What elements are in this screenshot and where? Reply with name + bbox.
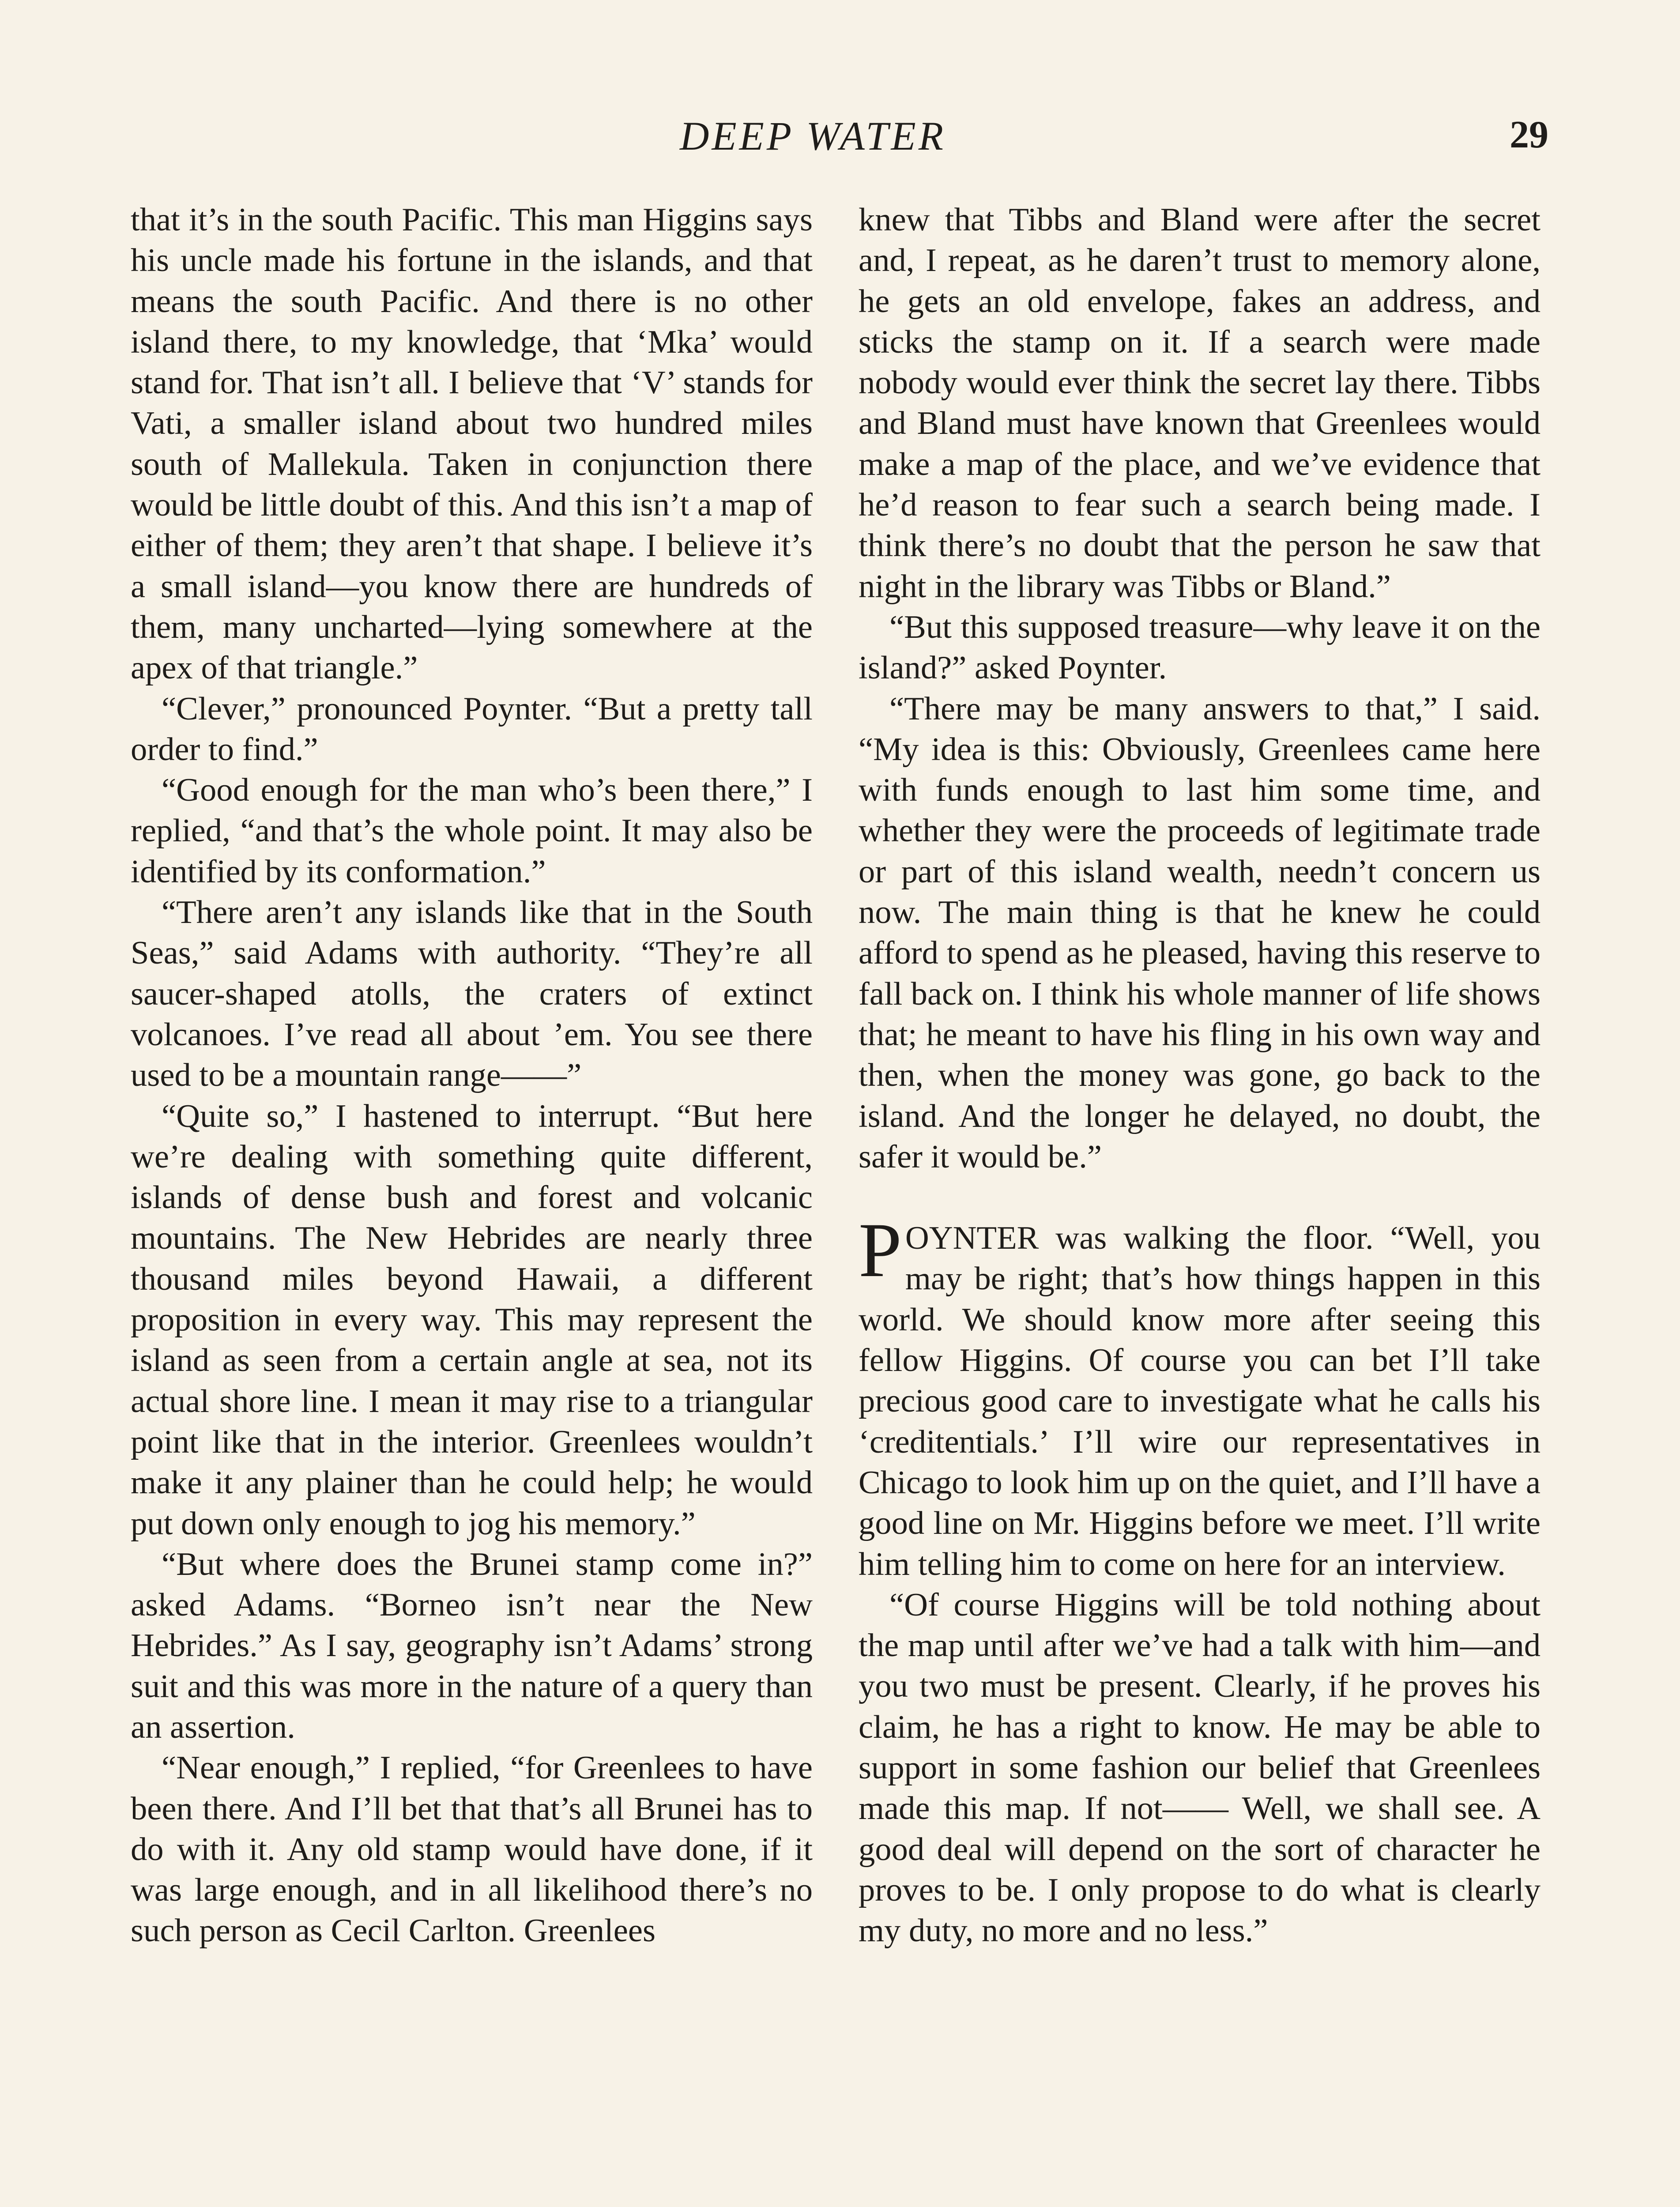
paragraph: “Of course Higgins will be told nothing about the map until after we’ve had a talk with him—and you two must be present. Clearly, if he proves his claim, he has a right to know. He may be able to support in some fashion our belief that Greenlees made this map. If not—— Well, we shall see. A good deal will depend on the sort of character he proves to be. I only propose to do what is clearly my duty, no more and no less.” bbox=[859, 1586, 1541, 1949]
running-title: DEEP WATER bbox=[680, 113, 946, 158]
page-header bbox=[0, 113, 1680, 170]
left-text-column bbox=[131, 200, 813, 1951]
paragraph: “Good enough for the man who’s been there,” I replied, “and that’s the whole point. It may also be identified by its conformation.” bbox=[131, 772, 813, 890]
paragraph: “Quite so,” I hastened to interrupt. “But here we’re dealing with something quite different, islands of dense bush and forest and volcanic mountains. The New Hebrides are nearly three thousand miles beyond Hawaii, a different proposition in every way. This may represent the island as seen from a certain angle at sea, not its actual shore line. I mean it may rise to a triangular point like that in the interior. Greenlees wouldn’t make it any plainer than he could help; he would put down only enough to jog his memory.” bbox=[131, 1098, 813, 1542]
page-number: 29 bbox=[1510, 113, 1548, 156]
paragraph: knew that Tibbs and Bland were after the secret and, I repeat, as he daren’t trust to memory alone, he gets an old envelope, fakes an address, and sticks the stamp on it. If a search were made nobody would ever think the secret lay there. Tibbs and Bland must have known that Greenlees would make a map of the place, and we’ve evidence that he’d reason to fear such a search being made. I think there’s no doubt that the person he saw that night in the library was Tibbs or Bland.” bbox=[859, 202, 1541, 605]
right-text-column bbox=[859, 200, 1541, 1951]
paragraph: “But where does the Brunei stamp come in?” asked Adams. “Borneo isn’t near the New Hebrides.” As I say, geography isn’t Adams’ strong suit and this was more in the nature of a query than an assertion. bbox=[131, 1546, 813, 1745]
paragraph: “There aren’t any islands like that in the South Seas,” said Adams with authority. “They’re all saucer-shaped atolls, the craters of extinct volcanoes. I’ve read all about ’em. You see there used to be a mountain range——” bbox=[131, 894, 813, 1094]
paragraph: “But this supposed treasure—why leave it on the island?” asked Poynter. bbox=[859, 609, 1541, 686]
paragraph: “Clever,” pronounced Poynter. “But a pretty tall order to find.” bbox=[131, 690, 813, 768]
paragraph-drop-cap: POYNTER was walking the floor. “Well, you may be right; that’s how things happen in this world. We should know more after seeing this fellow Higgins. Of course you can bet I’ll take precious good care to investigate what he calls his ‘creditentials.’ I’ll wire our representatives in Chicago to look him up on the quiet, and I’ll have a good line on Mr. Higgins before we meet. I’ll write him telling him to come on here for an interview. bbox=[859, 1207, 1541, 1582]
section-break bbox=[859, 1177, 1541, 1218]
paragraph: “There may be many answers to that,” I said. “My idea is this: Obviously, Greenlees came here with funds enough to last him some time, and whether they were the proceeds of legitimate trade or part of this island wealth, needn’t concern us now. The main thing is that he knew he could afford to spend as he pleased, having this reserve to fall back on. I think his whole manner of life shows that; he meant to have his fling in his own way and then, when the money was gone, go back to the island. And the longer he delayed, no doubt, the safer it would be.” bbox=[859, 690, 1541, 1175]
paragraph: “Near enough,” I replied, “for Greenlees to have been there. And I’ll bet that that’s all Brunei has to do with it. Any old stamp would have done, if it was large enough, and in all likelihood there’s no such person as Cecil Carlton. Greenlees bbox=[131, 1750, 813, 1949]
paragraph: that it’s in the south Pacific. This man Higgins says his uncle made his fortune in the islands, and that means the south Pacific. And there is no other island there, to my knowledge, that ‘Mka’ would stand for. That isn’t all. I believe that ‘V’ stands for Vati, a smaller island about two hundred miles south of Mallekula. Taken in conjunction there would be little doubt of this. And this isn’t a map of either of them; they aren’t that shape. I believe it’s a small island—you know there are hundreds of them, many uncharted—lying somewhere at the apex of that triangle.” bbox=[131, 202, 813, 686]
